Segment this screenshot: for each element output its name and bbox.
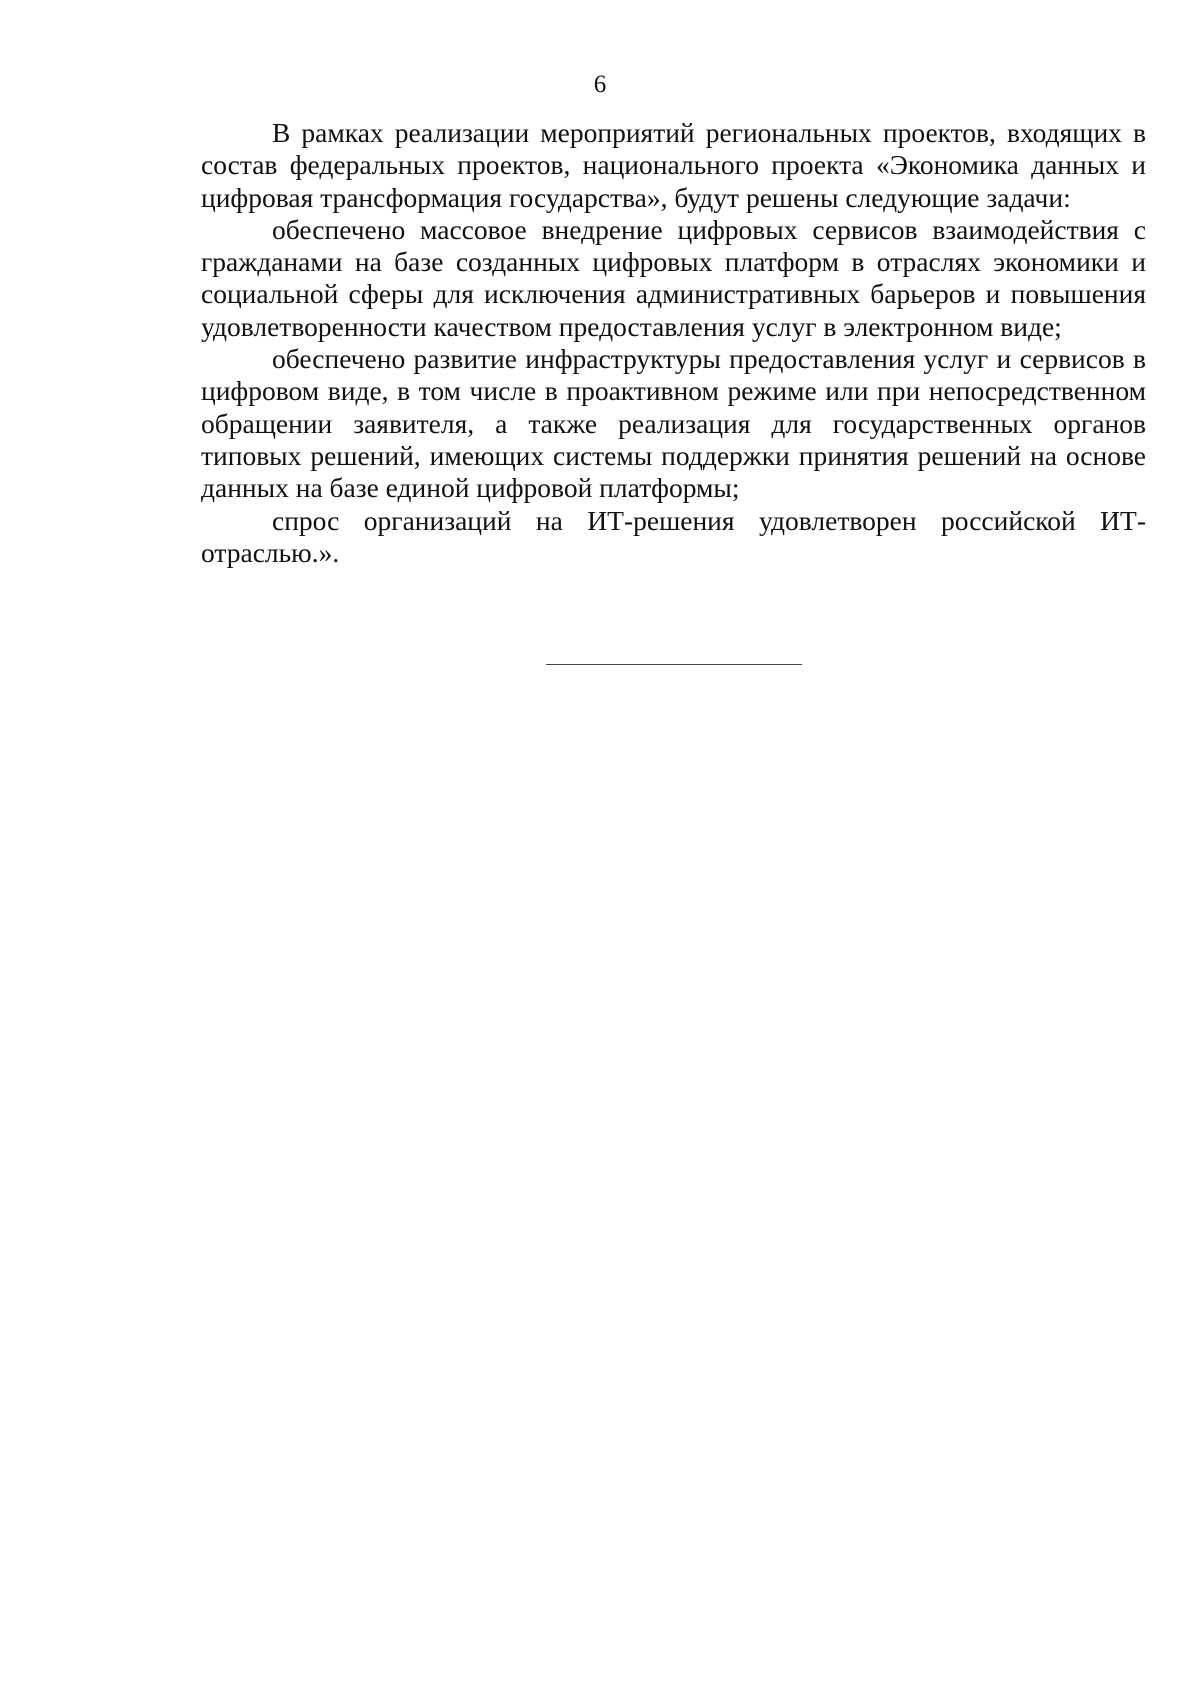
paragraph-intro: В рамках реализации мероприятий региональных проектов, входящих в состав федеральных проектов, национального проекта «Экономика данных и цифровая трансформация государства», будут решены следующие задачи: [201,117,1146,213]
body-text [201,117,1146,569]
paragraph-task-digital-services: обеспечено массовое внедрение цифровых сервисов взаимодействия с гражданами на базе созданных цифровых платформ в отраслях экономики и социальной сферы для исключения административных барьеров и повышения удовлетворенности качеством предоставления услуг в электронном виде; [201,213,1146,342]
page-number: 6 [593,71,607,98]
end-divider-line [546,664,802,665]
paragraph-task-infrastructure: обеспечено развитие инфраструктуры предоставления услуг и сервисов в цифровом виде, в том числе в проактивном режиме или при непосредственном обращении заявителя, а также реализация для государственных органов типовых решений, имеющих системы поддержки принятия решений на основе данных на базе единой цифровой платформы; [201,343,1146,504]
paragraph-task-it-demand: спрос организаций на ИТ-решения удовлетворен российской ИТ-отраслью.». [201,504,1146,568]
